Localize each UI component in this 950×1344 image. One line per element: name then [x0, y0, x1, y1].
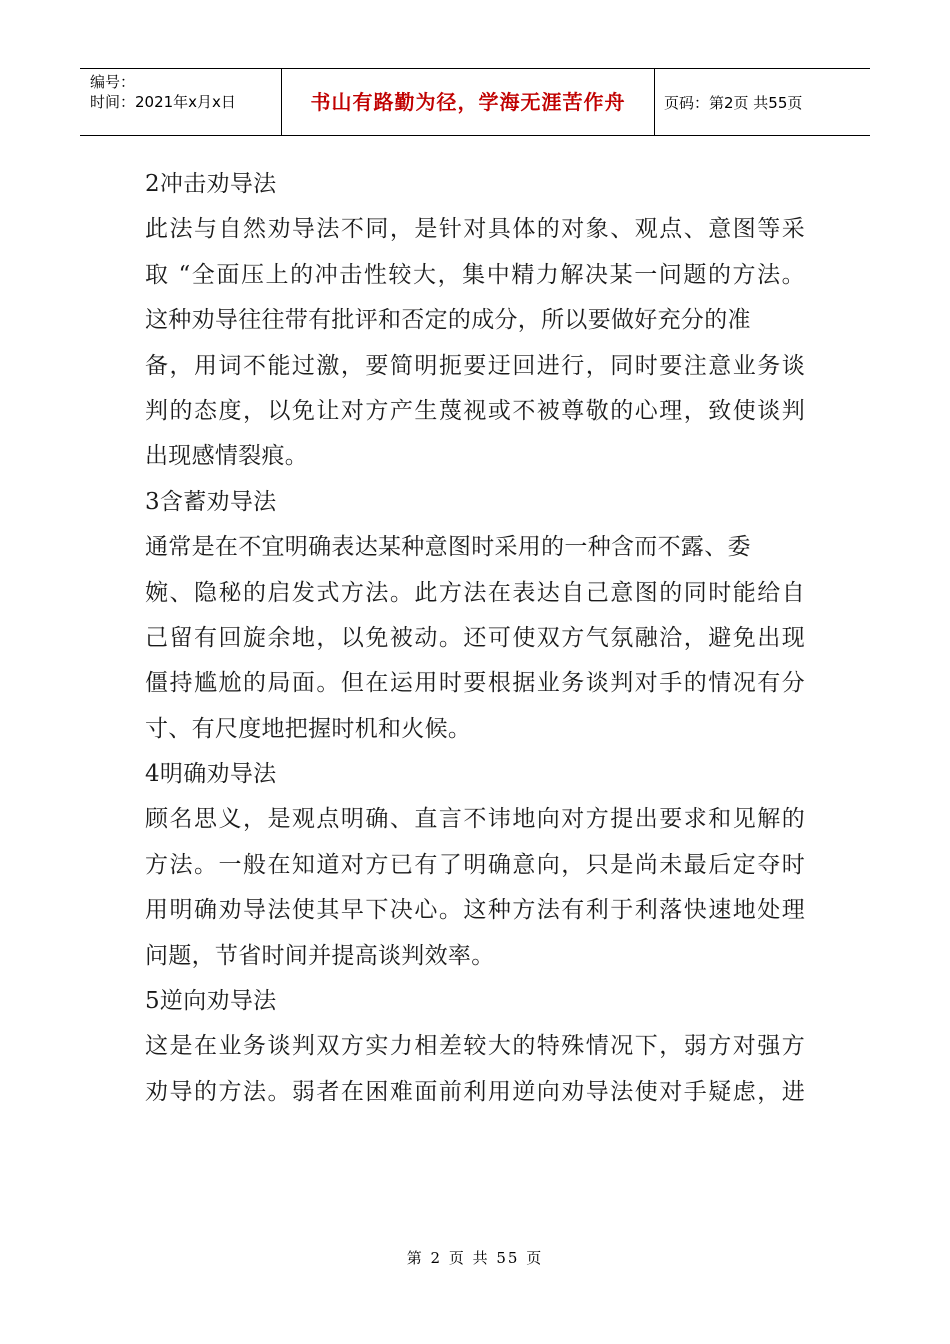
body-line: 寸、有尺度地把握时机和火候。	[145, 715, 472, 742]
body-line: 这种劝导往往带有批评和否定的成分，所以要做好充分的准	[145, 307, 751, 334]
body-line: 备，用词不能过激，要简明扼要迂回进行，同时要注意业务谈	[145, 352, 805, 379]
section-heading: 2冲击劝导法	[145, 171, 277, 197]
body-line: 方法。一般在知道对方已有了明确意向，只是尚未最后定夺时	[145, 851, 805, 878]
body-line: 这是在业务谈判双方实力相差较大的特殊情况下，弱方对强方	[145, 1033, 805, 1060]
body-line: 判的态度，以免让对方产生蔑视或不被尊敬的心理，致使谈判	[145, 397, 805, 424]
header-left-cell	[90, 72, 236, 112]
body-line: 僵持尴尬的局面。但在运用时要根据业务谈判对手的情况有分	[145, 670, 805, 697]
body-line: 用明确劝导法使其早下决心。这种方法有利于利落快速地处理	[145, 897, 805, 924]
body-line: 取 “全面压上的冲击性较大，集中精力解决某一问题的方法。	[145, 261, 805, 288]
body-line: 此法与自然劝导法不同，是针对具体的对象、观点、意图等采	[145, 216, 805, 243]
document-body	[145, 165, 805, 1118]
page-footer: 第 2 页 共 55 页	[406, 1249, 544, 1267]
header-bottom-rule	[80, 135, 870, 136]
body-line: 婉、隐秘的启发式方法。此方法在表达自己意图的同时能给自	[145, 579, 805, 606]
body-line: 问题，节省时间并提高谈判效率。	[145, 942, 495, 969]
body-line: 顾名思义，是观点明确、直言不讳地向对方提出要求和见解的	[145, 806, 805, 833]
section-heading: 3含蓄劝导法	[145, 488, 277, 515]
header-page-info: 页码：第2页 共55页	[664, 94, 803, 112]
header-number-label: 编号：	[90, 73, 136, 91]
header-date-label: 时间：2021年x月x日	[90, 93, 236, 111]
section-heading: 4明确劝导法	[145, 761, 277, 788]
section-heading: 5逆向劝导法	[145, 988, 277, 1015]
body-line: 己留有回旋余地，以免被动。还可使双方气氛融洽，避免出现	[145, 624, 805, 651]
header-divider-right	[654, 68, 655, 136]
body-line: 劝导的方法。弱者在困难面前利用逆向劝导法使对手疑虑，进	[145, 1078, 805, 1105]
body-line: 出现感情裂痕。	[145, 443, 309, 470]
header-top-rule	[80, 68, 870, 69]
header-motto: 书山有路勤为径，学海无涯苦作舟	[310, 90, 626, 114]
body-line: 通常是在不宜明确表达某种意图时采用的一种含而不露、委	[145, 534, 751, 561]
